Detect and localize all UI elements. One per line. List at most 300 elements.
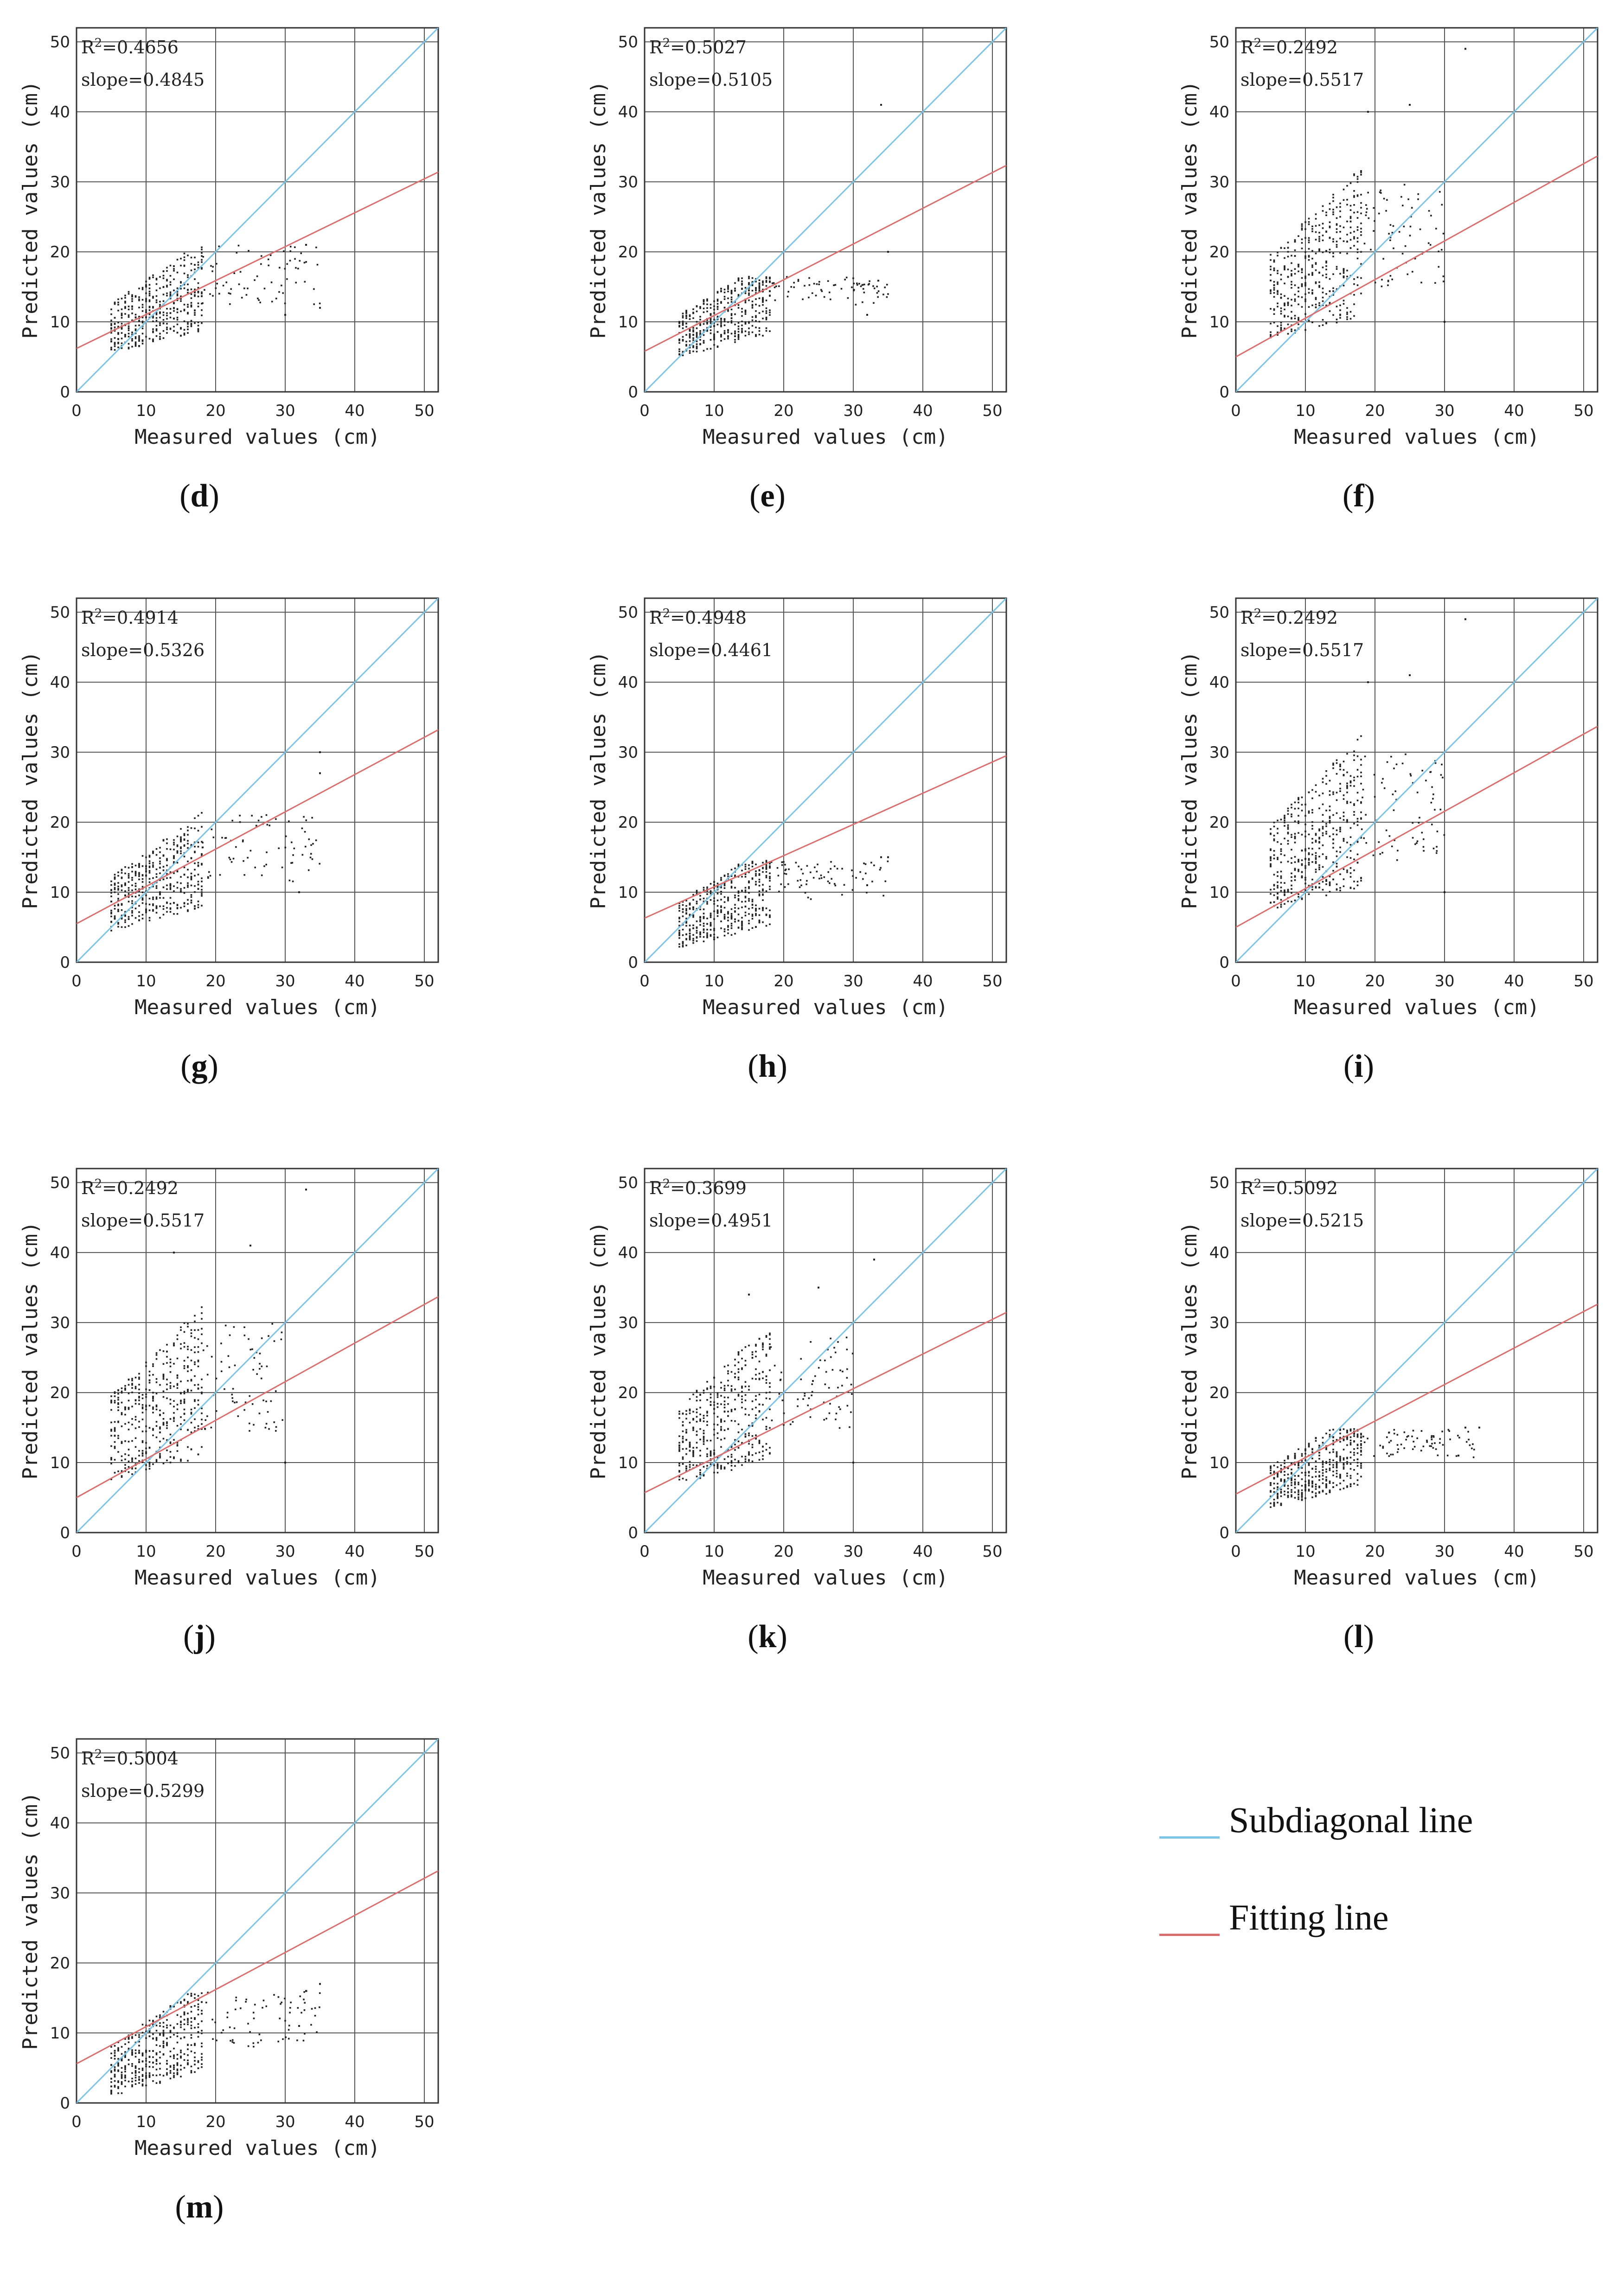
data-point — [748, 1451, 750, 1453]
data-point — [191, 1369, 192, 1371]
data-point — [738, 335, 740, 337]
data-point — [1315, 869, 1317, 870]
data-point — [166, 323, 168, 325]
data-point — [748, 276, 750, 278]
data-point — [689, 1410, 691, 1412]
data-point — [163, 1363, 165, 1365]
data-point — [142, 1406, 144, 1408]
data-point — [305, 846, 307, 848]
data-point — [1390, 756, 1392, 758]
data-point — [762, 1446, 764, 1448]
data-point — [1315, 852, 1317, 854]
data-point — [1304, 831, 1306, 832]
data-point — [1301, 227, 1303, 229]
data-point — [724, 907, 726, 909]
data-point — [1350, 1437, 1352, 1438]
data-point — [156, 1358, 158, 1360]
data-point — [1383, 198, 1385, 200]
data-point — [1304, 1472, 1306, 1474]
data-point — [1273, 261, 1275, 263]
data-point — [1298, 1498, 1299, 1500]
data-point — [1287, 304, 1289, 306]
data-point — [727, 1385, 729, 1387]
data-point — [177, 907, 179, 909]
data-point — [1322, 1462, 1324, 1464]
data-point — [128, 893, 130, 895]
data-point — [131, 1387, 133, 1389]
data-point — [1397, 1434, 1399, 1436]
data-point — [290, 862, 292, 864]
data-point — [1412, 822, 1413, 824]
data-point — [703, 1437, 705, 1439]
data-point — [724, 307, 726, 309]
data-point — [713, 901, 715, 902]
data-point — [682, 1431, 684, 1432]
data-point — [191, 900, 192, 901]
data-point — [124, 2076, 126, 2078]
y-tick-label: 50 — [618, 603, 638, 622]
data-point — [284, 302, 286, 304]
data-point — [1444, 834, 1445, 836]
data-point — [769, 888, 771, 890]
data-point — [1301, 229, 1303, 231]
data-point — [152, 339, 154, 341]
data-point — [173, 1420, 175, 1422]
data-point — [184, 1393, 185, 1394]
data-point — [191, 827, 192, 829]
data-point — [149, 293, 151, 294]
data-point — [286, 278, 288, 280]
data-point — [696, 1447, 698, 1449]
data-point — [194, 885, 196, 887]
data-point — [1291, 816, 1292, 818]
data-point — [128, 348, 130, 350]
data-point — [221, 1361, 223, 1363]
data-point — [177, 887, 179, 889]
data-point — [156, 887, 158, 889]
data-point — [1304, 804, 1306, 805]
data-point — [1318, 281, 1320, 283]
data-point — [1280, 1480, 1282, 1482]
data-point — [1301, 850, 1303, 851]
data-point — [1270, 266, 1272, 268]
data-point — [1329, 226, 1331, 228]
data-point — [1325, 1476, 1327, 1478]
data-point — [1360, 772, 1362, 773]
data-point — [1308, 292, 1310, 294]
data-point — [117, 1435, 119, 1437]
data-point — [121, 1402, 123, 1404]
data-point — [1287, 813, 1289, 815]
data-point — [685, 1418, 687, 1419]
data-point — [243, 874, 245, 876]
data-point — [717, 1416, 719, 1418]
data-point — [180, 281, 182, 283]
data-point — [766, 1382, 767, 1384]
data-point — [1304, 1490, 1306, 1492]
data-point — [1429, 771, 1431, 773]
data-point — [1315, 1476, 1317, 1477]
data-point — [177, 259, 179, 261]
data-point — [121, 886, 123, 888]
data-point — [1325, 277, 1327, 279]
data-point — [1329, 249, 1331, 250]
data-point — [159, 863, 161, 865]
data-point — [720, 320, 722, 322]
data-point — [1277, 1461, 1279, 1463]
data-point — [124, 1423, 126, 1425]
data-point — [797, 1406, 799, 1407]
data-point — [770, 1346, 772, 1348]
data-point — [1353, 236, 1355, 238]
data-point — [755, 1368, 757, 1370]
data-point — [187, 323, 189, 325]
data-point — [745, 331, 747, 332]
data-point — [248, 1338, 249, 1340]
data-point — [170, 265, 172, 267]
data-point — [1346, 856, 1348, 858]
data-point — [1284, 309, 1285, 311]
data-point — [149, 1374, 151, 1376]
data-point — [745, 287, 747, 289]
data-point — [824, 1360, 826, 1361]
data-point — [696, 891, 698, 893]
data-point — [1467, 1431, 1469, 1433]
data-point — [163, 869, 165, 871]
data-point — [703, 342, 705, 344]
data-point — [1339, 1432, 1341, 1434]
data-point — [1315, 871, 1317, 873]
data-point — [180, 1348, 182, 1349]
data-point — [1311, 289, 1313, 291]
data-point — [1322, 1472, 1324, 1474]
data-point — [243, 1409, 245, 1411]
data-point — [1346, 1463, 1348, 1465]
data-point — [706, 1456, 708, 1457]
data-point — [1393, 809, 1395, 811]
data-point — [873, 1259, 875, 1260]
data-point — [1336, 850, 1338, 852]
data-point — [128, 916, 130, 918]
data-point — [717, 308, 719, 310]
data-point — [820, 875, 822, 876]
data-point — [203, 1349, 205, 1351]
data-point — [682, 1425, 684, 1426]
data-point — [180, 891, 182, 893]
data-point — [142, 1450, 144, 1452]
x-tick-label: 0 — [639, 1542, 650, 1561]
data-point — [1270, 293, 1272, 294]
data-point — [734, 339, 736, 341]
panel-label-d: (d) — [179, 478, 219, 514]
data-point — [1346, 787, 1348, 789]
data-point — [1350, 239, 1352, 241]
data-point — [1277, 293, 1279, 295]
data-point — [1357, 799, 1359, 801]
data-point — [173, 842, 175, 843]
data-point — [121, 308, 123, 310]
data-point — [156, 912, 158, 914]
data-point — [1421, 770, 1423, 772]
data-point — [110, 1402, 112, 1404]
data-point — [717, 1424, 719, 1426]
data-point — [766, 307, 767, 309]
data-point — [748, 864, 750, 866]
data-point — [766, 875, 767, 877]
data-point — [703, 940, 705, 942]
data-point — [685, 933, 687, 935]
data-point — [766, 317, 767, 319]
data-point — [1339, 206, 1341, 208]
x-axis-label: Measured values (cm) — [703, 1566, 948, 1590]
data-point — [1368, 217, 1370, 219]
data-point — [710, 313, 712, 315]
data-point — [741, 1358, 743, 1360]
data-point — [121, 1413, 123, 1415]
data-point — [706, 299, 708, 300]
y-tick-label: 10 — [618, 1454, 638, 1473]
data-point — [727, 1463, 729, 1464]
data-point — [682, 327, 684, 329]
data-point — [216, 1378, 217, 1380]
data-point — [1308, 1482, 1310, 1484]
data-point — [738, 1354, 740, 1356]
data-point — [717, 882, 719, 884]
data-point — [117, 1451, 119, 1453]
data-point — [198, 1384, 199, 1386]
data-point — [173, 890, 175, 892]
data-point — [1350, 216, 1352, 218]
data-point — [1311, 1449, 1313, 1451]
y-tick-label: 20 — [1209, 243, 1229, 262]
fitting-line — [77, 1297, 438, 1497]
data-point — [1329, 208, 1331, 210]
data-point — [745, 1408, 747, 1410]
data-point — [1277, 1495, 1279, 1497]
x-tick-label: 0 — [71, 2113, 82, 2131]
data-point — [1280, 313, 1282, 315]
data-point — [1346, 783, 1348, 785]
data-point — [1322, 826, 1324, 828]
data-point — [114, 887, 116, 889]
data-point — [177, 1358, 179, 1360]
x-tick-label: 20 — [205, 2113, 226, 2131]
data-point — [774, 1365, 776, 1367]
data-point — [1294, 298, 1296, 300]
data-point — [762, 301, 764, 303]
data-point — [1466, 1441, 1468, 1443]
data-point — [769, 1427, 771, 1429]
data-point — [1291, 1482, 1292, 1484]
data-point — [1277, 273, 1279, 275]
data-point — [717, 1467, 719, 1469]
data-point — [1357, 194, 1359, 196]
data-point — [759, 288, 761, 289]
data-point — [855, 877, 857, 879]
data-point — [1360, 818, 1362, 820]
data-point — [156, 876, 158, 878]
data-point — [138, 319, 140, 321]
data-point — [149, 288, 151, 289]
data-point — [1325, 293, 1327, 295]
data-point — [713, 337, 715, 339]
data-point — [748, 1443, 750, 1445]
data-point — [1298, 1475, 1299, 1477]
data-point — [1294, 833, 1296, 835]
data-point — [755, 1356, 757, 1358]
data-point — [1301, 242, 1303, 244]
data-point — [191, 326, 192, 327]
data-point — [1304, 850, 1306, 851]
data-point — [738, 322, 740, 324]
data-point — [1277, 841, 1279, 843]
data-point — [1392, 1454, 1394, 1456]
data-point — [699, 1399, 701, 1401]
data-point — [1325, 1433, 1327, 1435]
data-point — [1350, 872, 1352, 874]
data-point — [1287, 247, 1289, 249]
data-point — [166, 318, 168, 320]
data-point — [699, 319, 701, 320]
data-point — [699, 1419, 701, 1420]
data-point — [288, 820, 290, 822]
data-point — [1396, 859, 1398, 861]
data-point — [1301, 859, 1303, 861]
data-point — [1336, 228, 1338, 230]
data-point — [110, 2091, 112, 2093]
data-point — [166, 838, 168, 840]
data-point — [289, 880, 291, 882]
data-point — [1277, 1466, 1279, 1468]
data-point — [117, 2092, 119, 2094]
data-point — [814, 1375, 816, 1377]
data-point — [152, 1363, 154, 1365]
data-point — [1287, 808, 1289, 810]
data-point — [745, 310, 747, 312]
data-point — [313, 303, 315, 305]
data-point — [184, 902, 185, 904]
data-point — [752, 915, 754, 917]
data-point — [128, 1454, 130, 1456]
x-tick-label: 0 — [71, 972, 82, 990]
data-point — [1386, 1453, 1388, 1455]
data-point — [731, 1388, 733, 1390]
data-point — [755, 1434, 757, 1436]
data-point — [170, 308, 172, 310]
data-point — [159, 304, 161, 306]
data-point — [717, 1437, 719, 1439]
data-point — [231, 1397, 233, 1399]
data-point — [855, 304, 857, 306]
data-point — [759, 297, 761, 299]
data-point — [191, 894, 192, 896]
data-point — [177, 852, 179, 854]
data-point — [191, 306, 192, 308]
data-point — [724, 1389, 726, 1391]
data-point — [1472, 1444, 1474, 1445]
data-point — [121, 338, 123, 339]
data-point — [1304, 256, 1306, 257]
data-point — [264, 288, 266, 289]
data-point — [720, 877, 722, 879]
data-point — [1284, 1460, 1285, 1462]
data-point — [852, 1462, 854, 1463]
data-point — [121, 2076, 123, 2078]
data-point — [824, 296, 825, 298]
data-point — [769, 1392, 771, 1393]
data-point — [769, 877, 771, 879]
data-point — [1437, 1455, 1439, 1457]
data-point — [114, 326, 116, 328]
data-point — [741, 1456, 743, 1457]
data-point — [720, 302, 722, 304]
data-point — [201, 1412, 203, 1414]
y-tick-label: 20 — [50, 243, 70, 262]
data-point — [1329, 810, 1331, 812]
data-point — [1357, 792, 1359, 794]
y-axis-label: Predicted values (cm) — [1178, 1221, 1202, 1480]
data-point — [752, 307, 754, 309]
data-point — [173, 289, 175, 291]
data-point — [166, 877, 168, 879]
data-point — [1301, 877, 1303, 879]
data-point — [720, 1439, 722, 1441]
panel-label-j: (j) — [183, 1619, 216, 1655]
r2-annotation: $R^2=0.5027$ — [649, 36, 747, 58]
data-point — [837, 1341, 839, 1343]
data-point — [1291, 255, 1292, 256]
data-point — [731, 1465, 733, 1467]
data-point — [149, 291, 151, 293]
data-point — [802, 299, 804, 300]
data-point — [1343, 878, 1345, 880]
data-point — [734, 1373, 736, 1375]
data-point — [204, 289, 205, 291]
data-point — [128, 314, 130, 316]
data-point — [866, 314, 868, 316]
data-point — [762, 867, 764, 869]
data-point — [724, 332, 726, 334]
data-point — [145, 281, 147, 282]
data-point — [769, 914, 771, 916]
data-point — [752, 927, 754, 929]
data-point — [194, 851, 196, 853]
data-point — [720, 1426, 722, 1428]
scatter-plot-k — [568, 1141, 1013, 1604]
data-point — [717, 1464, 719, 1466]
data-point — [748, 278, 750, 280]
data-point — [166, 312, 168, 314]
data-point — [682, 1478, 684, 1480]
data-point — [1436, 850, 1438, 852]
data-point — [1277, 1494, 1279, 1495]
data-point — [1311, 798, 1313, 799]
y-tick-label: 50 — [50, 1174, 70, 1193]
data-point — [766, 860, 767, 862]
data-point — [832, 1369, 834, 1371]
data-point — [163, 905, 165, 907]
data-point — [268, 259, 269, 261]
data-point — [745, 891, 747, 893]
data-point — [853, 283, 855, 285]
data-point — [1318, 1492, 1320, 1494]
data-point — [135, 1438, 137, 1439]
data-point — [1294, 808, 1296, 810]
x-axis-label: Measured values (cm) — [134, 996, 380, 1019]
data-point — [1311, 305, 1313, 307]
data-point — [163, 314, 165, 316]
panel-label-g: (g) — [180, 1048, 218, 1084]
